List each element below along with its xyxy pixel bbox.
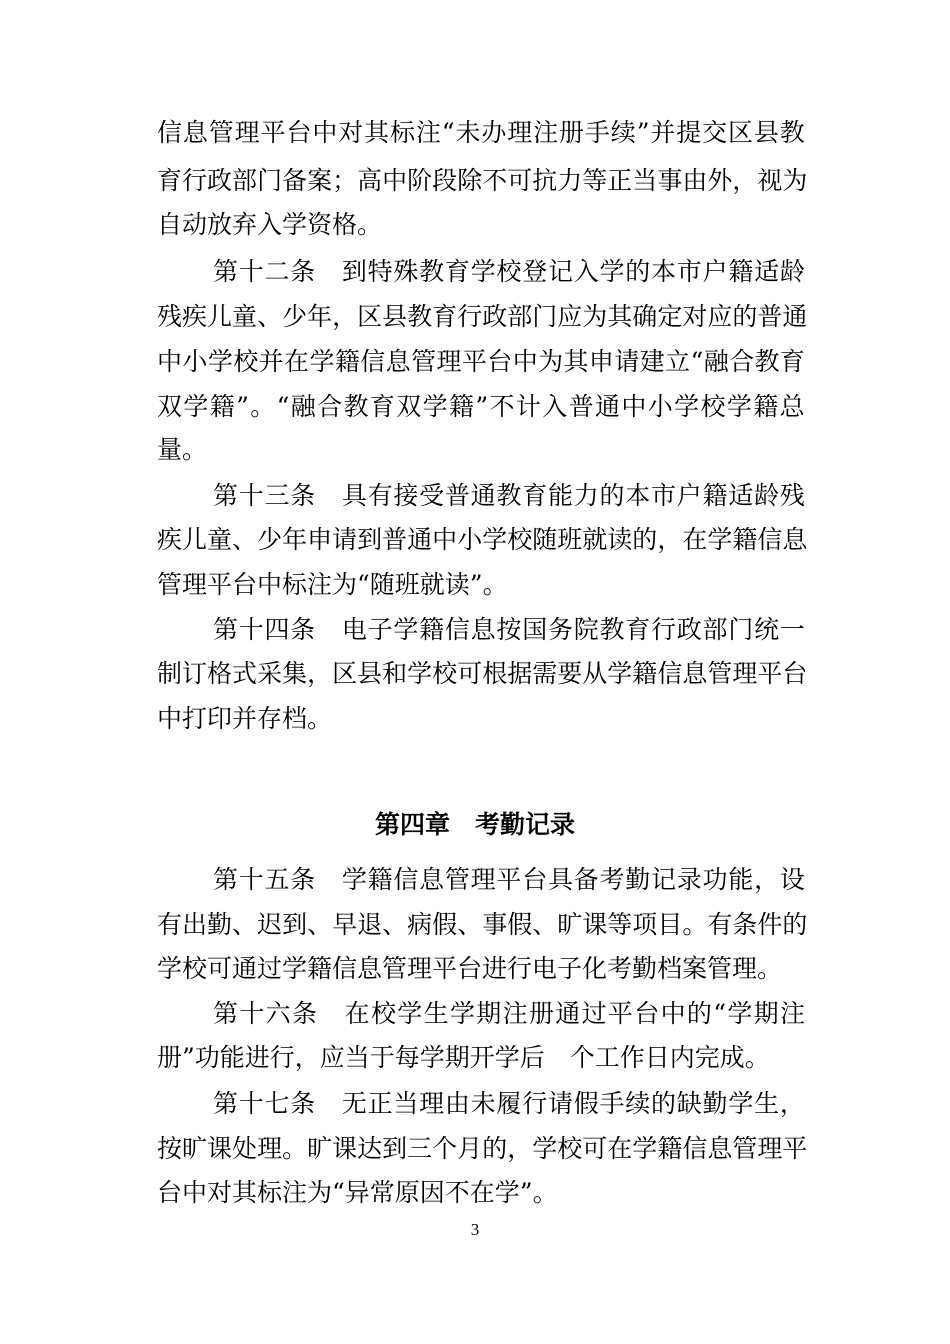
page-number: 3 [470,1220,480,1239]
text-line: 中打印并存档。 [157,704,333,733]
text-line: 制 订 格 式 采 集 ， 区 县 和 学 校 可 根 据 需 要 从 学 籍 信 息 管 理 平 台 [157,659,808,688]
text-line: 管理平台中标注为“随班就读”。 [157,570,508,599]
chapter-heading: 第四章 考勤记录 [374,810,575,839]
text-line: 疾 儿 童 、 少 年 申 请 到 普 通 中 小 学 校 随 班 就 读 的 ， 在 学 籍 信 息 [157,525,808,554]
article-17-first-line: 第 十 七 条 无 正 当 理 由 未 履 行 请 假 手 续 的 缺 勤 学 生 ， [213,1089,805,1118]
text-line: 信 息 管 理 平 台 中 对 其 标 注 “ 未 办 理 注 册 手 续 ” 并 提 交 区 县 教 [157,118,805,147]
text-line: 有 出 勤 、 迟 到 、 早 退 、 病 假 、 事 假 、 旷 课 等 项 目 。 有 条 件 的 [157,910,808,939]
text-line: 自动放弃入学资格。 [157,210,383,239]
article-13-first-line: 第 十 三 条 具 有 接 受 普 通 教 育 能 力 的 本 市 户 籍 适 龄 残 [213,481,805,510]
article-15-first-line: 第 十 五 条 学 籍 信 息 管 理 平 台 具 备 考 勤 记 录 功 能 ， 设 [213,865,805,894]
article-12-first-line: 第 十 二 条 到 特 殊 教 育 学 校 登 记 入 学 的 本 市 户 籍 适 龄 [213,257,805,286]
text-line: 量。 [157,435,208,464]
text-line: 残 疾 儿 童 、 少 年 ， 区 县 教 育 行 政 部 门 应 为 其 确 定 对 应 的 普 通 [157,302,808,331]
text-line: 台中对其标注为“异常原因不在学”。 [157,1178,558,1207]
text-line: 按 旷 课 处 理 。 旷 课 达 到 三 个 月 的 ， 学 校 可 在 学 籍 信 息 管 理 平 [157,1134,808,1163]
article-14-first-line: 第 十 四 条 电 子 学 籍 信 息 按 国 务 院 教 育 行 政 部 门 统 一 [213,615,805,644]
text-line: 育 行 政 部 门 备 案 ； 高 中 阶 段 除 不 可 抗 力 等 正 当 事 由 外 ， 视 为 [157,166,808,195]
text-line: 学校可通过学籍信息管理平台进行电子化考勤档案管理。 [157,954,783,983]
text-line: 双 学 籍 ” 。 “ 融 合 教 育 双 学 籍 ” 不 计 入 普 通 中 小 学 校 学 籍 总 [157,392,805,421]
text-line: 中 小 学 校 并 在 学 籍 信 息 管 理 平 台 中 为 其 申 请 建 立 “ 融 合 教 育 [157,347,805,376]
article-16-first-line: 第 十 六 条 在 校 学 生 学 期 注 册 通 过 平 台 中 的 “ 学 期 注 [213,999,805,1028]
text-line: 册”功能进行，应当于每学期开学后 个工作日内完成。 [157,1043,770,1072]
